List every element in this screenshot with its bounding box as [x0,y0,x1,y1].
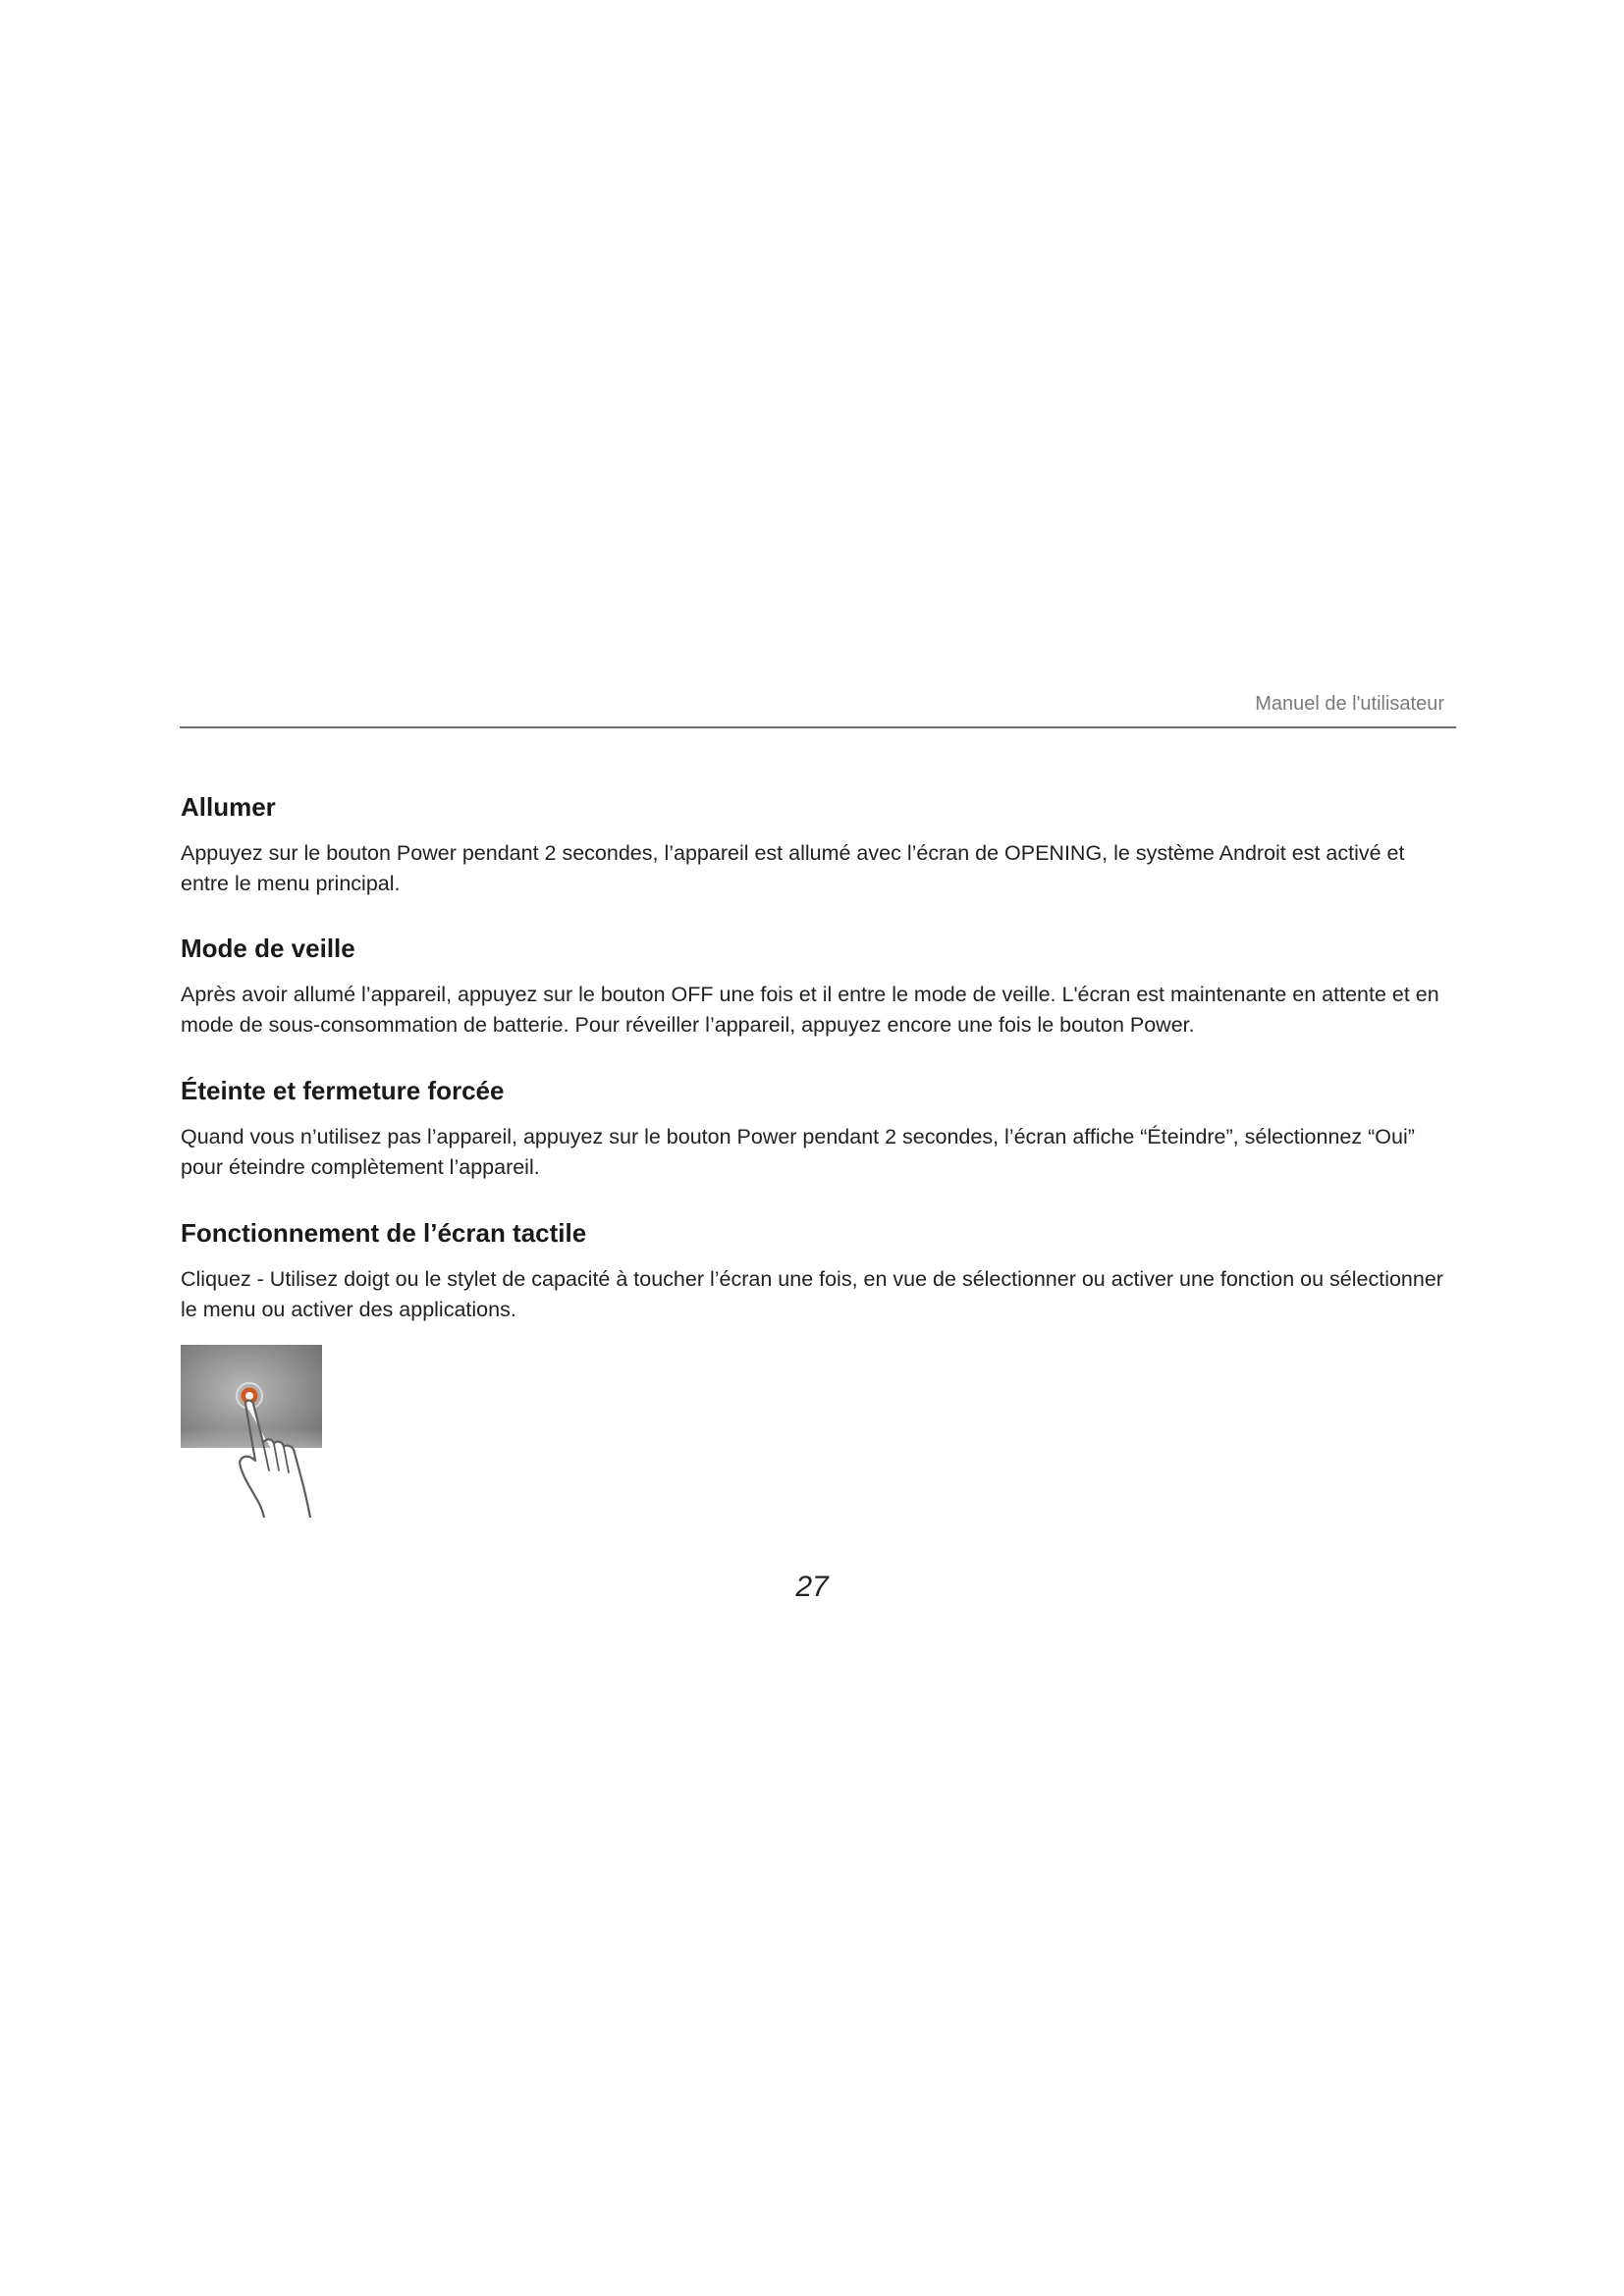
section-ecran-tactile [181,1217,1457,1325]
section-title: Éteinte et fermeture forcée [181,1076,505,1105]
finger-tap-icon [181,1345,322,1518]
header-divider [180,726,1456,728]
section-body: Appuyez sur le bouton Power pendant 2 secondes, l’appareil est allumé avec l’écran de OPENING, le système Androit est activé et entre le menu principal. [181,841,1405,895]
section-title: Fonctionnement de l’écran tactile [181,1218,587,1248]
section-title: Allumer [181,792,276,822]
section-mode-de-veille [181,933,1457,1041]
section-eteinte [181,1075,1457,1183]
page-number: 27 [795,1571,829,1603]
section-body: Cliquez - Utilisez doigt ou le stylet de capacité à toucher l’écran une fois, en vue de sélectionner ou activer une fonction ou sélectionner le menu ou activer des applications. [181,1267,1443,1321]
section-body: Quand vous n’utilisez pas l’appareil, appuyez sur le bouton Power pendant 2 secondes, l’écran affiche “Éteindre”, sélectionnez “Oui” pour éteindre complètement l’appareil. [181,1125,1415,1179]
section-body: Après avoir allumé l’appareil, appuyez sur le bouton OFF une fois et il entre le mode de veille. L'écran est maintenante en attente et en mode de sous-consommation de batterie. Pour réveiller l’appareil, appuyez encore une fois le bouton Power. [181,983,1439,1037]
running-header-title: Manuel de l'utilisateur [1255,693,1444,715]
section-allumer [181,791,1457,899]
section-title: Mode de veille [181,934,355,963]
